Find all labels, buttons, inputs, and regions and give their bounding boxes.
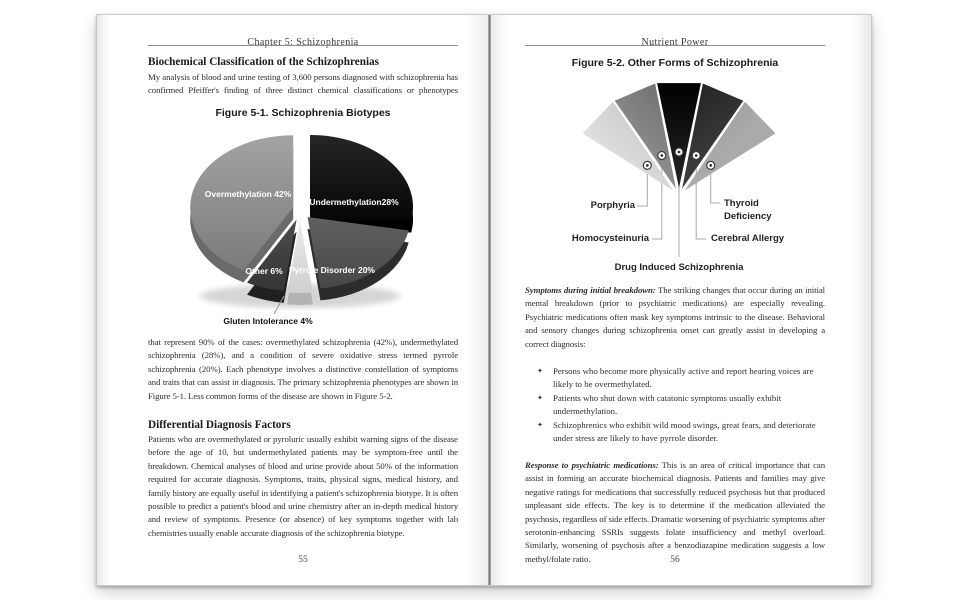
pie-label-undermethylation: Undermethylation28% [309, 197, 399, 207]
page-number-left: 55 [298, 555, 308, 565]
bullet-text-2: Patients who shut down with catatonic symptoms usually exhibit undermethylation. [553, 392, 782, 417]
symptoms-text: The striking changes that occur during an initial mental breakdown (prior to psychiatric medications) are especially revealing. Psychiatric medications often mask key symptoms intrinsic to the disease. Behavioral and sensory changes during schizophrenia onset can greatly assist in developing a correct diagnosis: [525, 285, 825, 349]
marker-dot-homocysteinuria [660, 154, 663, 157]
section-heading-biochemical: Biochemical Classification of the Schizophrenias [148, 56, 379, 68]
running-head-rule-right [525, 45, 825, 46]
list-item [535, 392, 821, 419]
symptoms-lead-in: Symptoms during initial breakdown: [525, 285, 656, 295]
bullet-text-3: Schizophrenics who exhibit wild mood swings, great fears, and deteriorate under stress are likely to have pyrrole disorder. [553, 419, 816, 444]
bullet-text-1: Persons who become more physically active and report hearing voices are likely to be overmethylated. [553, 366, 814, 390]
continuation-paragraph: that represent 90% of the cases: overmethylated schizophrenia (42%), undermethylated schizophrenia (28%), and a condition of severe oxidative stress termed pyrrole schizophrenia (20%). Each phenotype involves a distinctive constellation of symptoms and traits that can assist in diagnosis. The primary schizophrenia phenotypes are shown in Figure 5-1. Less common forms of the disease are shown in Figure 5-2. [148, 337, 458, 401]
marker-dot-thyroid [709, 164, 712, 167]
pie-label-overmethylation: Overmethylation 42% [204, 189, 292, 199]
section-heading-differential: Differential Diagnosis Factors [148, 419, 291, 431]
fan-label-cerebral-allergy: Cerebral Allergy [711, 233, 785, 244]
running-head-right: Nutrient Power [641, 37, 709, 48]
running-head-rule-left [148, 45, 458, 46]
fan-label-thyroid: Thyroid Deficiency [724, 198, 772, 222]
leader-porphyria [637, 170, 647, 206]
page-right [491, 15, 871, 585]
diamond-bullet-icon: ✦ [537, 393, 543, 402]
response-paragraph [525, 459, 825, 566]
book-spine-gutter [488, 15, 491, 585]
fan-label-homocysteinuria: Homocysteinuria [571, 233, 649, 244]
figure-5-1-title: Figure 5-1. Schizophrenia Biotypes [215, 107, 391, 119]
pie-label-other: Other 6% [245, 266, 283, 276]
pie-label-pyrrole: Pyrrole Disorder 20% [289, 265, 375, 275]
page-left [97, 15, 489, 585]
marker-dot-drug-induced [678, 151, 681, 154]
marker-dot-porphyria [646, 164, 649, 167]
fan-diagram-other-forms [519, 81, 839, 281]
list-item [535, 365, 821, 392]
marker-dot-cerebral-allergy [695, 154, 698, 157]
fan-wedges [583, 83, 776, 190]
symptoms-bullet-list [535, 365, 821, 445]
pie-chart-schizophrenia-biotypes [150, 124, 450, 336]
response-text: This is an area of critical importance that can assist in forming an accurate biochemical diagnosis. Patients and families may give negative ratings for medications that successfully reduced psychosis but that produced unpleasant side effects. The key is to determine if the medication alleviated the psychosis, regardless of side effects. Dramatic worsening of psychiatric symptoms after serotonin-enhancing SSRIs suggests folate insufficiency and methyl overload. Similarly, worsening of psychosis after a benzodiazapine medication suggests a low methyl/folate ratio. [525, 460, 825, 564]
differential-paragraph: Patients who are overmethylated or pyroluric usually exhibit warning signs of the disease before the age of 10, but undermethylated patients may be symptom-free until the breakdown. Chemical analyses of blood and urine provide about 50% of the information required for accurate diagnosis. Symptoms, traits, physical signs, medical history, and family history are equally useful in identifying a patient's schizophrenia biotype. It is often possible to predict a patient's blood and urine chemistry after an in-depth medical history and review of symptoms. Presence (or absence) of key symptoms together with lab chemistries usually enable accurate diagnosis of the schizophrenia biotype. [148, 434, 458, 538]
diamond-bullet-icon: ✦ [537, 420, 543, 429]
fan-label-porphyria: Porphyria [590, 200, 635, 211]
response-lead-in: Response to psychiatric medications: [525, 460, 659, 470]
diamond-bullet-icon: ✦ [537, 367, 543, 375]
running-head-left: Chapter 5: Schizophrenia [247, 37, 359, 48]
book-spread [96, 14, 872, 586]
pie-slice-undermethylation [310, 135, 413, 221]
page-number-right: 56 [670, 555, 680, 565]
pie-label-gluten: Gluten Intolerance 4% [223, 316, 313, 326]
list-item [535, 419, 821, 446]
intro-paragraph: My analysis of blood and urine testing of 3,600 persons diagnosed with schizophrenia has confirmed Pfeiffer's finding of three distinct chemical classifications or phenotypes [148, 72, 458, 96]
symptoms-paragraph [525, 284, 825, 351]
figure-5-2-title: Figure 5-2. Other Forms of Schizophrenia [571, 57, 779, 69]
fan-label-drug-induced: Drug Induced Schizophrenia [614, 262, 744, 273]
leader-thyroid [711, 170, 720, 203]
